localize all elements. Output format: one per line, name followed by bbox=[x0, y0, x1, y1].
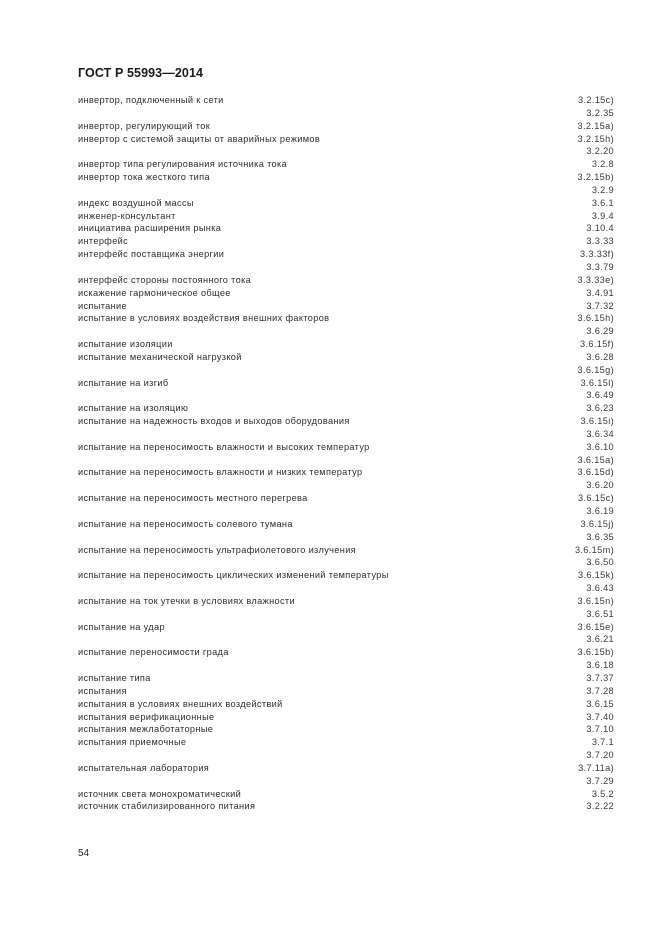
index-entry bbox=[78, 235, 614, 248]
index-entry bbox=[78, 94, 614, 107]
index-entry bbox=[78, 300, 614, 313]
index-reference: 3.6.23 bbox=[586, 403, 614, 414]
index-entry bbox=[78, 775, 614, 788]
index-reference: 3.6.15n) bbox=[577, 595, 614, 606]
index-entry bbox=[78, 711, 614, 724]
index-term: инвертор с системой защиты от аварийных режимов bbox=[78, 133, 321, 144]
index-entry bbox=[78, 466, 614, 479]
index-term: испытание на переносимость ультрафиолетового излучения bbox=[78, 544, 356, 555]
index-entry bbox=[78, 698, 614, 711]
index-entry bbox=[78, 749, 614, 762]
index-entry bbox=[78, 479, 614, 492]
index-reference: 3.7.1 bbox=[591, 737, 614, 748]
index-entry bbox=[78, 222, 614, 235]
index-reference: 3.10.4 bbox=[586, 223, 614, 234]
index-reference: 3.6.51 bbox=[586, 608, 614, 619]
index-entry bbox=[78, 428, 614, 441]
index-term: испытательная лаборатория bbox=[78, 762, 210, 773]
index-reference: 3.6.15k) bbox=[578, 570, 614, 581]
index-entry bbox=[78, 762, 614, 775]
index-entry bbox=[78, 145, 614, 158]
index-entry bbox=[78, 261, 614, 274]
index-entry bbox=[78, 736, 614, 749]
index-reference: 3.6.43 bbox=[586, 583, 614, 594]
index-term: испытание на ток утечки в условиях влажности bbox=[78, 595, 295, 606]
index-entry bbox=[78, 107, 614, 120]
index-term: испытания межлаботаторные bbox=[78, 724, 214, 735]
index-reference: 3.6.18 bbox=[586, 660, 614, 671]
index-reference: 3.6.19 bbox=[586, 506, 614, 516]
index-term: источник света монохроматический bbox=[78, 788, 242, 799]
index-reference: 3.6.1 bbox=[591, 197, 614, 208]
index-entry bbox=[78, 402, 614, 415]
index-entry bbox=[78, 171, 614, 184]
index-reference: 3.3.33e) bbox=[577, 274, 614, 285]
index-reference: 3.6.20 bbox=[586, 480, 614, 491]
index-term: испытание на изгиб bbox=[78, 377, 169, 388]
index-reference: 3.6.15 bbox=[586, 698, 614, 709]
index-reference: 3.6.29 bbox=[586, 326, 614, 337]
index-reference: 3.2.15h) bbox=[577, 133, 614, 144]
index-term: инвертор, регулирующий ток bbox=[78, 120, 211, 131]
index-term: испытание на переносимость местного перегрева bbox=[78, 493, 308, 504]
index-term: испытание механической нагрузкой bbox=[78, 351, 242, 362]
index-entry bbox=[78, 415, 614, 428]
index-entry bbox=[78, 184, 614, 197]
index-reference: 3.2.15c) bbox=[578, 95, 614, 105]
index-entry bbox=[78, 646, 614, 659]
index-term: испытание bbox=[78, 300, 127, 311]
index-entry bbox=[78, 633, 614, 646]
index-entry bbox=[78, 685, 614, 698]
index-reference: 3.6.15m) bbox=[574, 544, 614, 555]
index-entry bbox=[78, 505, 614, 518]
index-term: искажение гармоническое общее bbox=[78, 287, 231, 298]
index-term: инвертор, подключенный к сети bbox=[78, 95, 224, 105]
index-reference: 3.6.15e) bbox=[577, 621, 614, 632]
index-term: интерфейс bbox=[78, 236, 129, 247]
index-term: испытание в условиях воздействия внешних факторов bbox=[78, 313, 330, 324]
index-entry bbox=[78, 492, 614, 505]
index-reference: 3.7.29 bbox=[586, 775, 614, 786]
index-reference: 3.6.50 bbox=[586, 557, 614, 568]
index-term: испытание на удар bbox=[78, 621, 165, 632]
index-reference: 3.6.35 bbox=[586, 531, 614, 542]
index-entry bbox=[78, 351, 614, 364]
index-term: испытания верификационные bbox=[78, 711, 215, 722]
index-term: индекс воздушной массы bbox=[78, 197, 194, 208]
index-entry bbox=[78, 518, 614, 531]
index-reference: 3.3.79 bbox=[586, 261, 614, 272]
index-entry bbox=[78, 158, 614, 171]
index-entry bbox=[78, 621, 614, 634]
index-entry bbox=[78, 608, 614, 621]
index-reference: 3.7.11a) bbox=[578, 762, 614, 773]
index-term: испытания приемочные bbox=[78, 737, 187, 748]
index-entry bbox=[78, 377, 614, 390]
index-reference: 3.7.37 bbox=[586, 672, 614, 683]
index-reference: 3.6.15b) bbox=[577, 647, 614, 658]
index-entry bbox=[78, 454, 614, 467]
index-reference: 3.6.21 bbox=[586, 634, 614, 645]
index-reference: 3.9.4 bbox=[591, 210, 614, 221]
index-reference: 3.2.35 bbox=[586, 107, 614, 118]
index-entry bbox=[78, 800, 614, 813]
index-reference: 3.6.15h) bbox=[577, 313, 614, 324]
index-entry bbox=[78, 325, 614, 338]
index-reference: 3.6.15l) bbox=[580, 377, 614, 388]
index-entry bbox=[78, 338, 614, 351]
index-entry bbox=[78, 312, 614, 325]
index-entry bbox=[78, 287, 614, 300]
index-entry bbox=[78, 672, 614, 685]
index-term: испытание типа bbox=[78, 672, 151, 683]
index-term: испытание на надежность входов и выходов оборудования bbox=[78, 416, 350, 427]
index-reference: 3.4.91 bbox=[586, 287, 614, 298]
index-reference: 3.7.28 bbox=[586, 685, 614, 696]
index-entry bbox=[78, 197, 614, 210]
index-reference: 3.6.15a) bbox=[577, 454, 614, 465]
index-reference: 3.6.28 bbox=[586, 351, 614, 362]
index-reference: 3.2.15b) bbox=[577, 172, 614, 183]
index-term: испытания bbox=[78, 685, 127, 696]
index-term: испытание на переносимость влажности и низких температур bbox=[78, 467, 363, 478]
index-reference: 3.3.33f) bbox=[580, 249, 614, 260]
index-reference: 3.2.8 bbox=[591, 159, 614, 170]
document-title: ГОСТ Р 55993—2014 bbox=[78, 66, 204, 80]
index-term: инженер-консультант bbox=[78, 210, 176, 221]
index-reference: 3.6.10 bbox=[586, 441, 614, 452]
index-entry bbox=[78, 556, 614, 569]
index-entry bbox=[78, 133, 614, 146]
index-entry bbox=[78, 389, 614, 402]
index-term: испытание переносимости града bbox=[78, 647, 229, 658]
index-reference: 3.6.15c) bbox=[578, 493, 614, 504]
index-reference: 3.7.32 bbox=[586, 300, 614, 311]
index-entry bbox=[78, 544, 614, 557]
index-reference: 3.7.40 bbox=[586, 711, 614, 722]
index-entry bbox=[78, 248, 614, 261]
alphabetical-index bbox=[78, 94, 614, 813]
index-reference: 3.6.49 bbox=[586, 390, 614, 401]
index-entry bbox=[78, 120, 614, 133]
index-reference: 3.6.15f) bbox=[580, 339, 614, 350]
index-reference: 3.5.2 bbox=[591, 788, 614, 799]
index-reference: 3.7.10 bbox=[586, 724, 614, 735]
index-term: испытание на изоляцию bbox=[78, 403, 189, 414]
index-term: инвертор типа регулирования источника тока bbox=[78, 159, 288, 170]
index-entry bbox=[78, 531, 614, 544]
index-term: интерфейс поставщика энергии bbox=[78, 249, 225, 260]
index-term: инициатива расширения рынка bbox=[78, 223, 222, 234]
index-term: интерфейс стороны постоянного тока bbox=[78, 274, 252, 285]
index-term: испытание на переносимость циклических изменений температуры bbox=[78, 570, 389, 581]
index-entry bbox=[78, 582, 614, 595]
index-entry bbox=[78, 441, 614, 454]
index-term: испытание на переносимость солевого тумана bbox=[78, 518, 293, 529]
index-entry bbox=[78, 723, 614, 736]
index-reference: 3.6.34 bbox=[586, 428, 614, 439]
index-reference: 3.2.9 bbox=[591, 184, 614, 195]
index-term: испытание изоляции bbox=[78, 339, 173, 350]
index-term: инвертор тока жесткого типа bbox=[78, 172, 210, 183]
index-reference: 3.7.20 bbox=[586, 750, 614, 761]
index-reference: 3.2.22 bbox=[586, 801, 614, 812]
index-reference: 3.3.33 bbox=[586, 236, 614, 247]
index-entry bbox=[78, 364, 614, 377]
index-entry bbox=[78, 659, 614, 672]
index-reference: 3.2.15a) bbox=[577, 120, 614, 131]
index-term: испытание на переносимость влажности и высоких температур bbox=[78, 441, 370, 452]
index-entry bbox=[78, 210, 614, 223]
page-number: 54 bbox=[78, 848, 90, 859]
index-entry bbox=[78, 595, 614, 608]
index-reference: 3.6.15g) bbox=[577, 364, 614, 375]
index-reference: 3.6.15j) bbox=[580, 518, 614, 529]
index-term: источник стабилизированного питания bbox=[78, 801, 256, 812]
index-term: испытания в условиях внешних воздействий bbox=[78, 698, 283, 709]
index-reference: 3.2.20 bbox=[586, 146, 614, 157]
index-reference: 3.6.15i) bbox=[580, 416, 614, 427]
index-entry bbox=[78, 788, 614, 801]
index-entry bbox=[78, 569, 614, 582]
index-reference: 3.6.15d) bbox=[577, 467, 614, 478]
index-entry bbox=[78, 274, 614, 287]
